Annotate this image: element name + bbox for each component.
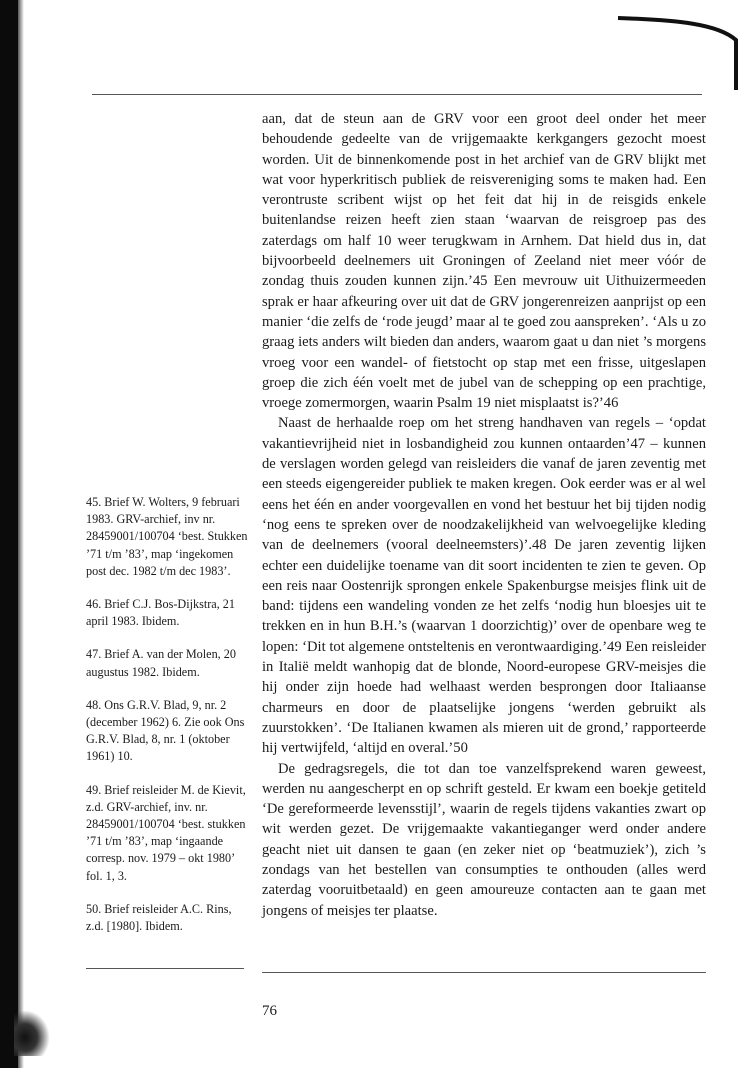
- paragraph: De gedragsregels, die tot dan toe vanzelfsprekend waren geweest, werden nu aangescherpt en op schrift gesteld. Er kwam een boekje getiteld ‘De gereformeerde levensstijl’, waarin de regels tijdens vakanties zwart op wit werden gezet. De vrijgemaakte vakantieganger werd onder andere geacht niet uit dansen te gaan (en zeker niet op ‘beatmuziek’), zich ’s zondags van het bestellen van consumpties te onthouden (alles werd zaterdag vooruitbetaald) en geen amoureuze contacten aan te gaan met jongens of meisjes ter plaatse.: [262, 760, 706, 919]
- footnote: 45. Brief W. Wolters, 9 februari 1983. GRV-archief, inv nr. 28459001/100704 ‘best. Stukken ’71 t/m ’83’, map ‘ingekomen post dec. 1982 t/m dec 1983’.: [86, 495, 248, 578]
- scan-edge: [0, 0, 18, 1068]
- page-corner-curl: [618, 0, 738, 90]
- bottom-rule: [262, 972, 706, 973]
- footnote: 46. Brief C.J. Bos-Dijkstra, 21 april 1983. Ibidem.: [86, 597, 235, 629]
- footnotes: [86, 494, 250, 951]
- scan-blot: [14, 1010, 50, 1056]
- footnote: 49. Brief reisleider M. de Kievit, z.d. GRV-archief, inv. nr. 28459001/100704 ‘best. stukken ’71 t/m ’83’, map ‘ingaande corresp. nov. 1979 – okt 1980’ fol. 1, 3.: [86, 782, 246, 883]
- footnote: 47. Brief A. van der Molen, 20 augustus 1982. Ibidem.: [86, 647, 236, 679]
- footnote-rule: [86, 968, 244, 969]
- footnote: 48. Ons G.R.V. Blad, 9, nr. 2 (december 1962) 6. Zie ook Ons G.R.V. Blad, 8, nr. 1 (oktober 1961) 10.: [86, 697, 245, 764]
- main-text: [262, 109, 706, 921]
- footnote: 50. Brief reisleider A.C. Rins, z.d. [1980]. Ibidem.: [86, 901, 232, 934]
- paragraph: Naast de herhaalde roep om het streng handhaven van regels – ‘opdat vakantievrijheid niet in losbandigheid zou kunnen ontaarden’47 – kunnen de verslagen worden gelegd van reisleiders die vanaf de jaren zeventig met een steeds eigengereider publiek te maken kregen. Ook eerder was er al wel eens het één en ander voorgevallen en vond het bestuur het bij tijden nodig ‘nog eens te spreken over de noodzakelijkheid van welvoegelijke kleding van de deelnemers (vooral deelneemsters)’.48 De jaren zeventig lijken echter een duidelijke toename van dit soort incidenten te zien te geven. Op een reis naar Oostenrijk sprongen enkele Spakenburgse meisjes flink uit de band: tijdens een wandeling vonden ze het zelfs ‘nodig hun bloesjes uit te trekken en in hun B.H.’s (waarvan 1 doorzichtig)’ over de openbare weg te lopen: ‘Dit tot algemene ontsteltenis en verontwaardiging.’49 Een reisleider in Italië meldt wanhopig dat de blonde, Noord-europese GRV-meisjes die hij onder zijn hoede had welhaast werden besprongen door Italiaanse charmeurs en door de plaatselijke jongens ‘werden gebruikt als zuurstokken’. ‘De Italianen kwamen als mieren uit de grond,’ rapporteerde hij vertwijfeld, ‘altijd en overal.’50: [262, 415, 706, 757]
- top-rule: [92, 94, 702, 95]
- page-number: 76: [262, 1003, 277, 1019]
- paragraph: aan, dat de steun aan de GRV voor een groot deel onder het meer behoudende gedeelte van de vrijgemaakte kerkgangers gezocht moest worden. Uit de binnenkomende post in het archief van de GRV blijkt met wat voor hyperkritisch publiek de reisvereniging soms te maken had. Een verontruste scribent wijst op het feit dat hij in de reisgids enkele buitenlandse reizen heeft zien staan ‘waarvan de reisgroep pas des zaterdags om half 10 weer terugkwam in Arnhem. Dat hield dus in, dat bijvoorbeeld deelnemers uit Groningen of Zeeland niet meer vóór de zondag thuis zouden kunnen zijn.’45 Een mevrouw uit Uithuizermeeden sprak er haar afkeuring over uit dat de GRV jongerenreizen aanprijst op een manier ‘die zelfs de ‘rode jeugd’ maar al te goed zou aanspreken’. ‘Als u zo graag iets anders wilt bieden dan anders, waarom gaat u dan niet ’s morgens vroeg voor een wandel- of fietstocht op stap met een frisse, uitgeslapen groep die zich één voelt met de jubel van de schepping op een prachtige, vroege zomermorgen, waarin Psalm 19 niet misplaatst is?’46: [262, 111, 706, 412]
- scan-edge-shadow: [18, 0, 24, 1068]
